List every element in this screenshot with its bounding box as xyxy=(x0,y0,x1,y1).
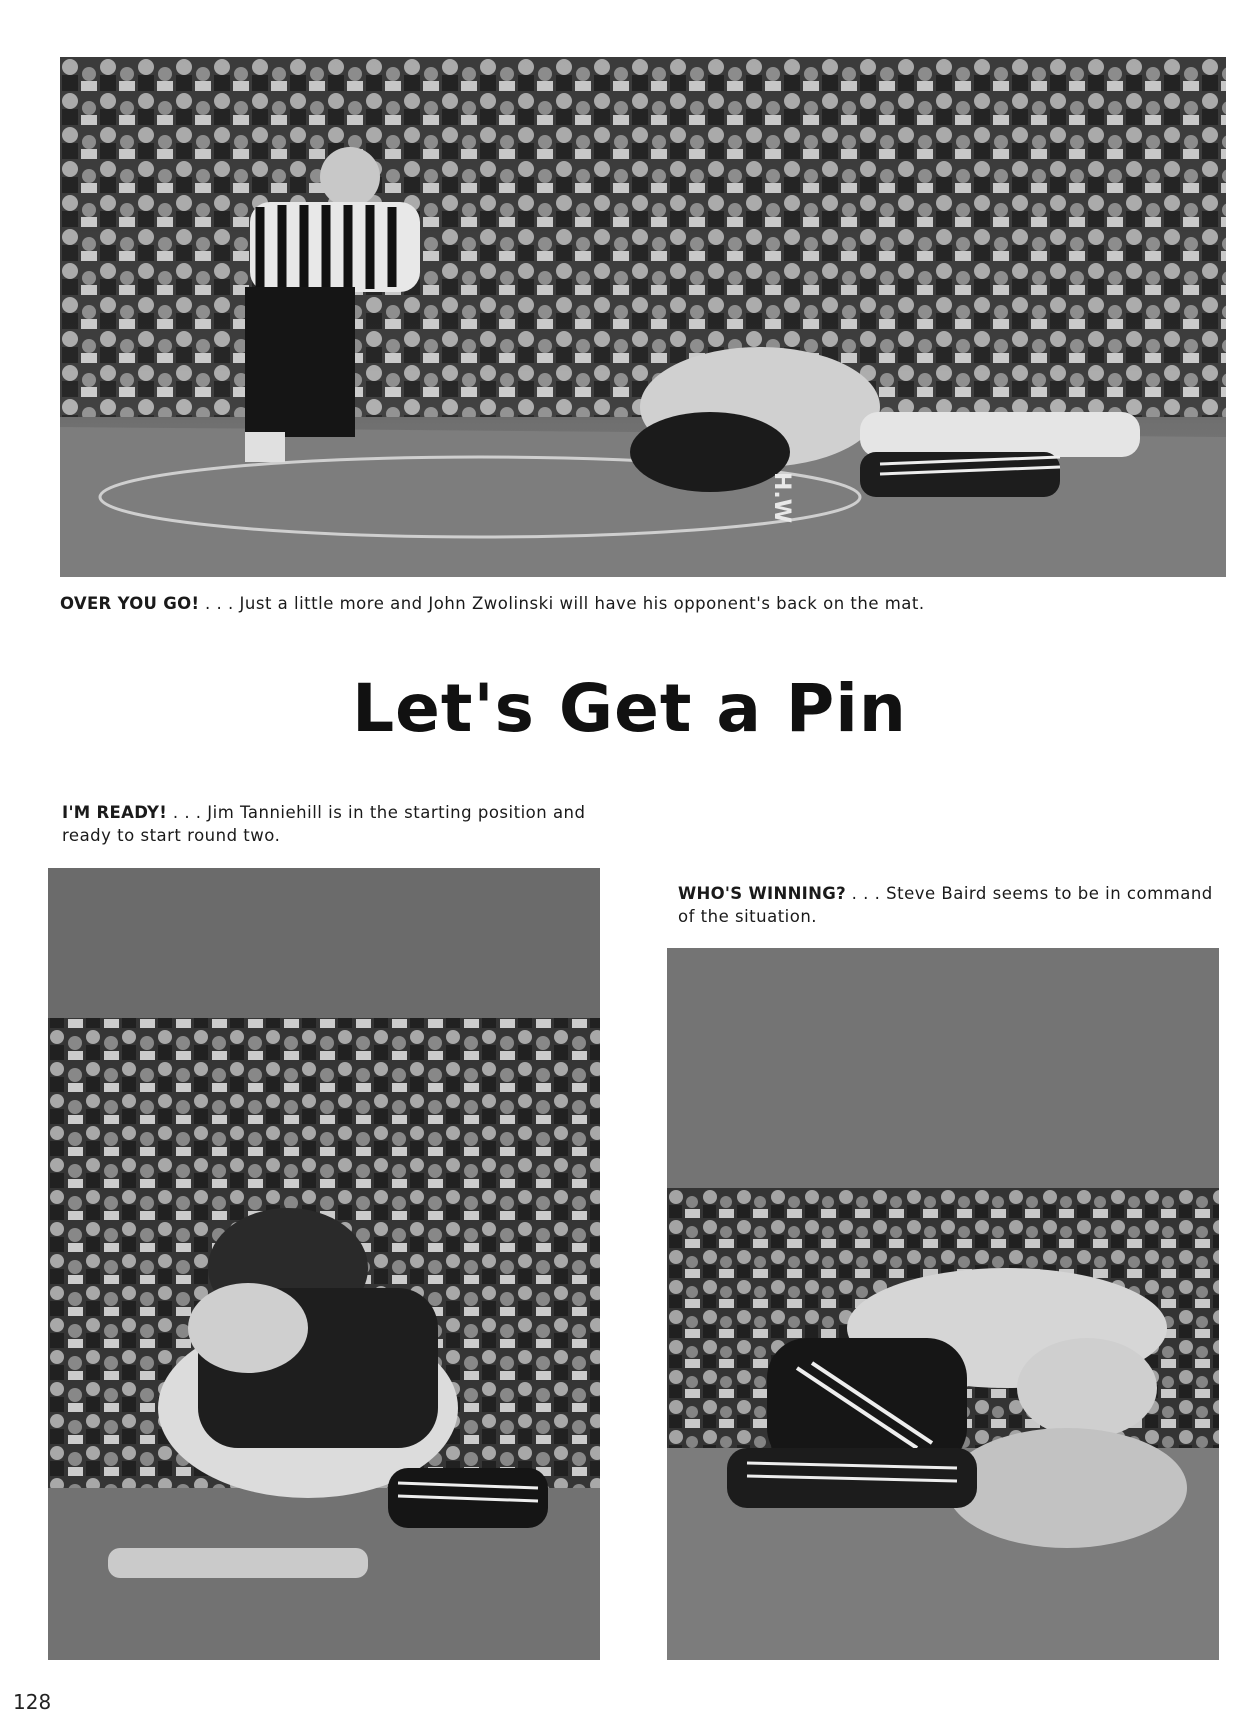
photo-im-ready xyxy=(48,868,600,1660)
caption-text: . . . Steve Baird seems to be in command of the situation. xyxy=(678,884,1213,926)
wrestling-photo-left xyxy=(48,868,600,1660)
caption-lead: I'M READY! xyxy=(62,803,168,822)
photo-over-you-go xyxy=(60,57,1226,577)
wrestling-photo-top xyxy=(60,57,1226,577)
caption-lead: OVER YOU GO! xyxy=(60,594,200,613)
caption-im-ready xyxy=(62,801,602,847)
singlet-lettering: H.W xyxy=(769,472,794,524)
caption-text: . . . Jim Tanniehill is in the starting position and ready to start round two. xyxy=(62,803,586,845)
caption-text: . . . Just a little more and John Zwolinski will have his opponent's back on the mat. xyxy=(199,594,925,613)
caption-over-you-go xyxy=(60,592,1226,615)
caption-lead: WHO'S WINNING? xyxy=(678,884,846,903)
caption-whos-winning xyxy=(678,882,1226,928)
photo-whos-winning xyxy=(667,948,1219,1660)
page-title: Let's Get a Pin xyxy=(352,670,907,747)
wrestling-photo-right xyxy=(667,948,1219,1660)
page-number: 128 xyxy=(13,1690,52,1714)
